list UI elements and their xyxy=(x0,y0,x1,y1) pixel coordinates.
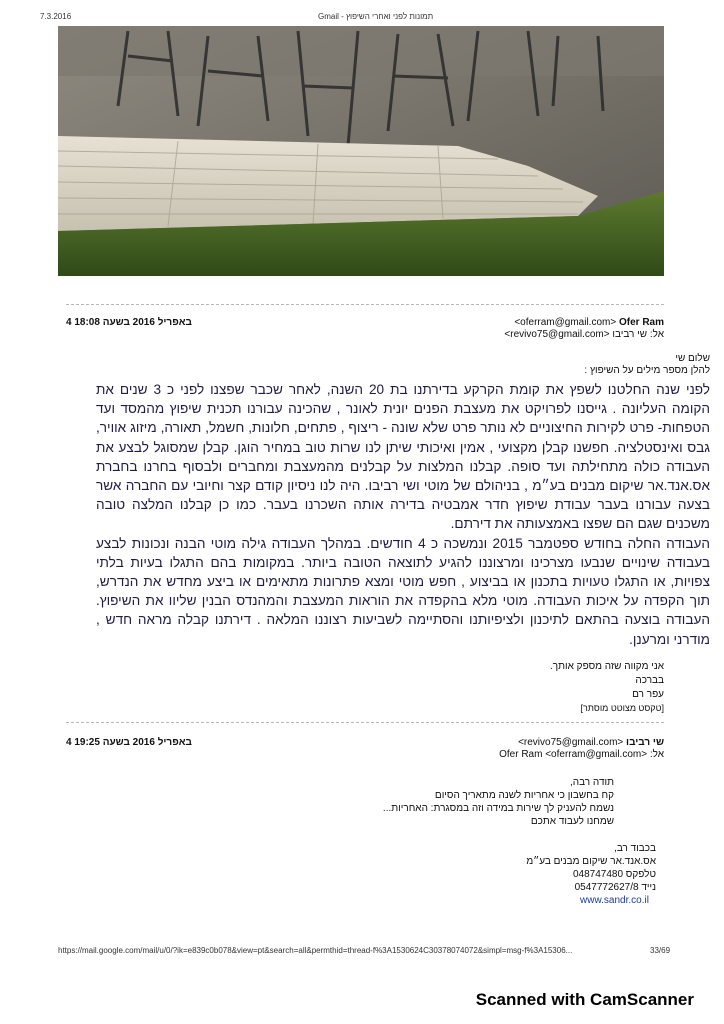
sig-website-link[interactable]: www.sandr.co.il xyxy=(580,895,649,906)
footer-url: https://mail.google.com/mail/u/0/?ik=e839c0b078&view=pt&search=all&permthid=thread-f%3A1530624C30378074072&simpl=msg-f%3A15306... xyxy=(58,946,573,955)
email1-to-value: שי רביבו <revivo75@gmail.com> xyxy=(504,329,648,340)
email2-to-label: אל: xyxy=(649,749,664,760)
print-title: Gmail - תמונות לפני ואחרי השיפוץ xyxy=(318,12,434,21)
camscanner-watermark: Scanned with CamScanner xyxy=(475,990,694,1009)
email2-to-value: Ofer Ram <oferram@gmail.com> xyxy=(499,749,648,760)
email2-line: קח בחשבון כי אחריות לשנה מתאריך הסיום xyxy=(434,790,614,801)
email2-sender-email: <revivo75@gmail.com> xyxy=(518,737,624,748)
email2-line: שמחנו לעבוד אתכם xyxy=(530,816,614,827)
email1-sender-email: <oferram@gmail.com> xyxy=(514,317,617,328)
email2-sender-name: שי רביבו xyxy=(626,737,664,748)
print-date: 7.3.2016 xyxy=(40,12,72,21)
sig-company: אס.אנד.אר שיקום מבנים בע״מ xyxy=(526,856,656,867)
email1-closing-1: אני מקווה שזה מספק אותך. xyxy=(550,661,664,672)
sig-regards: בכבוד רב, xyxy=(614,843,656,854)
email1-subject-line: להלן מספר מילים על השיפוץ : xyxy=(584,365,710,376)
email1-to-label: אל: xyxy=(649,329,664,340)
email2-line: תודה רבה, xyxy=(569,777,614,788)
sig-mobile: נייד 0547772627/8 xyxy=(574,882,656,893)
email1-closing-2: בברכה xyxy=(635,675,664,686)
email1-paragraph-1: לפני שנה החלטנו לשפץ את קומת הקרקע בדירתנו בת 20 השנה, לאחר שכבר שפצנו לפני כ 3 שנים את הקומה העליונה . גייסנו לפרויקט את מעצבת הפנים יונית לאונר , שהכינה עבורנו תכנית שיפוץ מהמסד ועד הטפחות- פרט לקירות החיצוניים לא נותר פרט שלא שונה - ריצוף , פתחים, חלונות, חשמל, תאורה, מיזוג אוויר, גבס ואינסטלציה. חפשנו קבלן מקצועי , אמין ואיכותי שיתן לנו שרות טוב במחיר הוגן. קבלן שמסוגל לבצע את העבודה כולה מתחילתה ועד סופה. קבלנו המלצות על קבלנים מהמעצבת ומחברים ולבסוף בחרנו בחברת אס.אנד.אר שיקום מבנים בע״מ , בניהולם של מוטי ושי רביבו. היה לנו ניסיון קודם קצר וחיובי עם החברה אשר בצעה עבורנו בעבר עבודת שיפוץ חדר אמבטיה בדירה אותה השכרנו בעבר. כמו כן קבלנו המלצה טובה משכנים שגם הם שפצו באמצעותה את דירתם. xyxy=(96,382,710,532)
show-quoted-text[interactable]: [טקסט מצוטט מוסתר] xyxy=(580,703,664,713)
email1-greeting: שלום שי xyxy=(675,353,710,364)
email1-recipient xyxy=(264,328,664,341)
email1-paragraph-2: העבודה החלה בחודש ספטמבר 2015 ונמשכה כ 4 חודשים. במהלך העבודה גילה מוטי הבנה ונכונות לבצע בעבודה שינויים שנבעו מצרכינו ומרצוננו להגיע לתוצאה הטובה ביותר. במקומות בהם התגלו בעיות בלתי צפויות, או התגלו טעויות בתכנון או בביצוע , חפש מוטי ומצא פתרונות מתאימים או ביצע מחדש את הנדרש, תוך הקפדה על איכות העבודה. מוטי מלא בהקפדה את הוראות המעצבת והמהנדס הבנין שליוו את השיפוץ. העבודה בוצעה בהתאם לתיכנון ולציפיותנו והסתיימה לשביעות רצוננו המלאה . דירתנו קבלה מראה חדש , מודרני ומרענן. xyxy=(96,535,710,647)
email2-date: 4 באפריל 2016 בשעה 19:25 xyxy=(66,737,192,748)
patio-photo xyxy=(58,26,664,276)
divider xyxy=(66,304,664,305)
email1-sender-name: Ofer Ram xyxy=(618,317,664,328)
sig-fax: טלפקס 048747480 xyxy=(572,869,656,880)
email1-signature: עפר רם xyxy=(632,689,664,700)
email2-recipient xyxy=(264,748,664,761)
email2-line: נשמח להעניק לך שירות במידה וזה במסגרת: האחריות... xyxy=(382,803,614,814)
divider xyxy=(66,722,664,723)
email1-body xyxy=(96,380,710,649)
page-number: 33/69 xyxy=(650,946,671,955)
email1-date: 4 באפריל 2016 בשעה 18:08 xyxy=(66,317,192,328)
